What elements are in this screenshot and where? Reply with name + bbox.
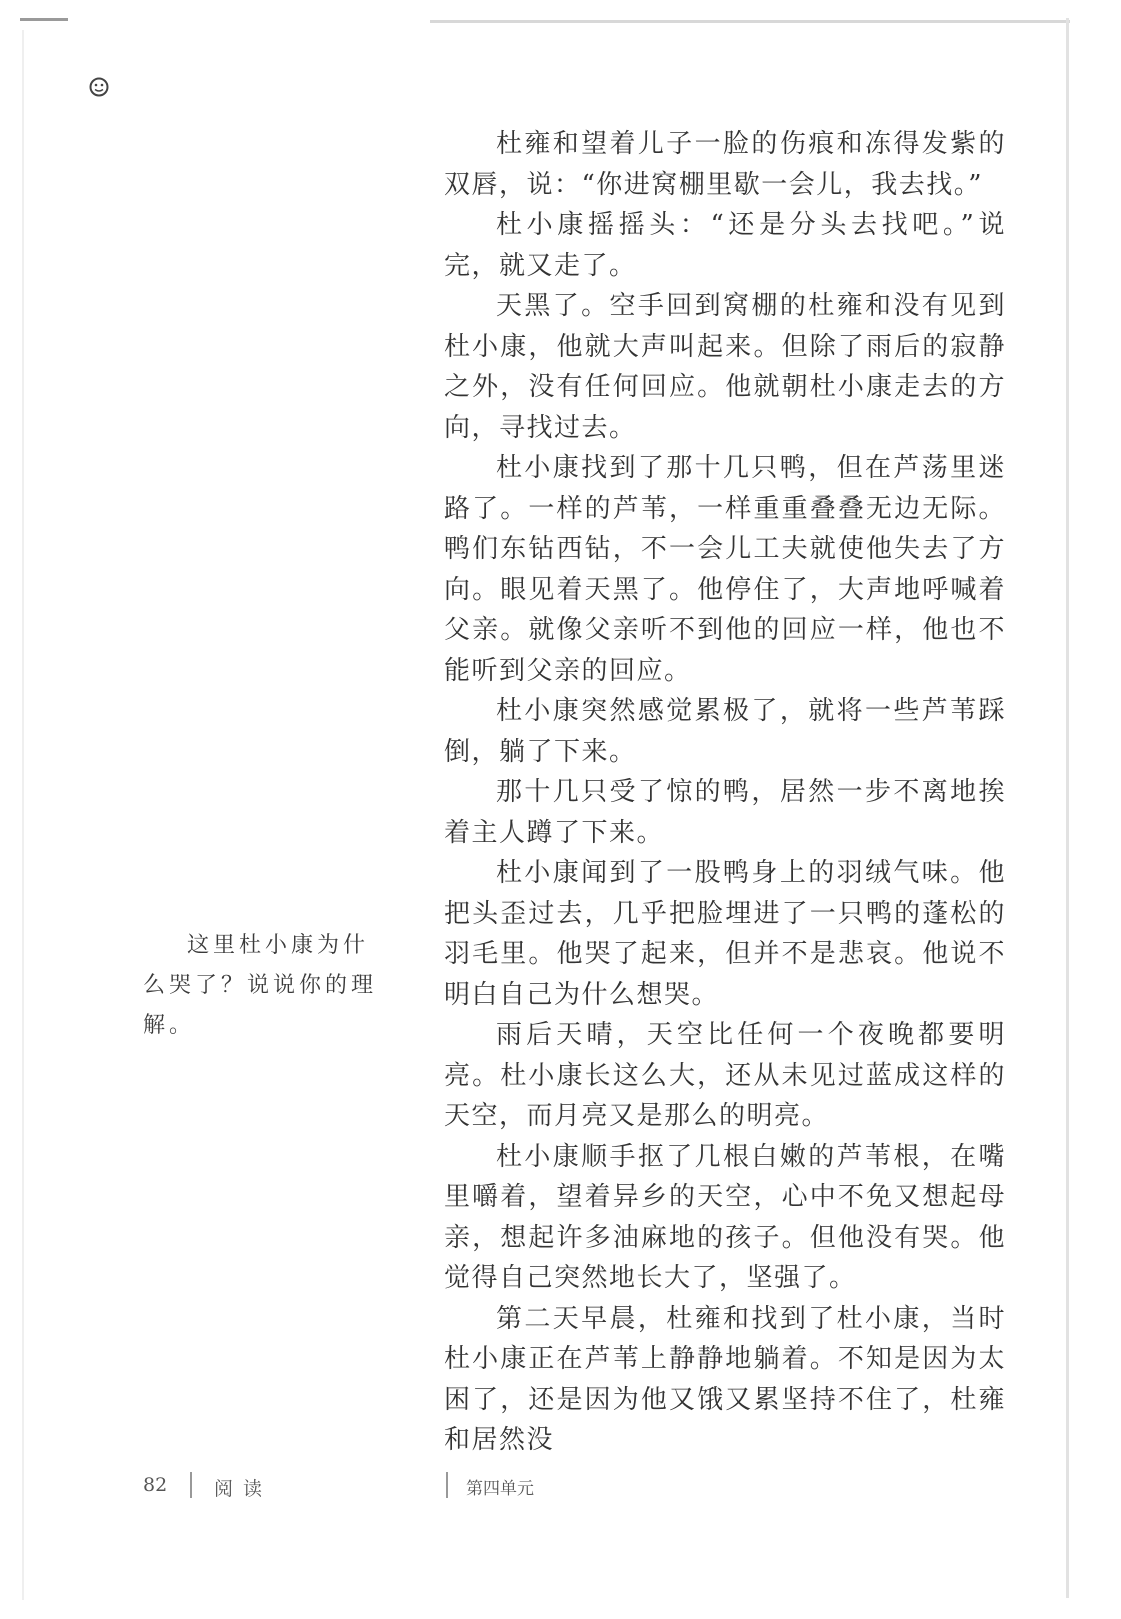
smiley-face-icon — [88, 76, 110, 98]
unit-name: 第四单元 — [466, 1479, 534, 1499]
margin-annotation: 这里杜小康为什么哭了？说说你的理解。 — [143, 933, 378, 1038]
paragraph: 杜小康顺手抠了几根白嫩的芦苇根，在嘴里嚼着，望着异乡的天空，心中不免又想起母亲，想起许多油麻地的孩子。但他没有哭。他觉得自己突然地长大了，坚强了。 — [444, 1141, 1006, 1293]
page-number: 82 — [143, 1474, 168, 1496]
footer-divider — [446, 1472, 448, 1498]
footer-divider — [190, 1472, 192, 1498]
paragraph: 杜小康闻到了一股鸭身上的羽绒气味。他把头歪过去，几乎把脸埋进了一只鸭的蓬松的羽毛里。他哭了起来，但并不是悲哀。他说不明白自己为什么想哭。 — [444, 858, 1006, 1010]
page-footer — [0, 1470, 1121, 1510]
page-edge-right — [1066, 18, 1069, 1598]
story-body — [444, 124, 1006, 1461]
paragraph: 雨后天晴，天空比任何一个夜晚都要明亮。杜小康长这么大，还从未见过蓝成这样的天空，而月亮又是那么的明亮。 — [444, 1020, 1006, 1131]
page-edge-left — [22, 30, 24, 1600]
paragraph: 杜小康找到了那十几只鸭，但在芦荡里迷路了。一样的芦苇，一样重重叠叠无边无际。鸭们东钻西钻，不一会儿工夫就使他失去了方向。眼见着天黑了。他停住了，大声地呼喊着父亲。就像父亲听不到他的回应一样，他也不能听到父亲的回应。 — [444, 453, 1006, 686]
top-rule-right — [430, 20, 1070, 23]
paragraph: 杜小康突然感觉累极了，就将一些芦苇踩倒，躺了下来。 — [444, 696, 1006, 767]
paragraph: 杜小康摇摇头：“还是分头去找吧。”说完，就又走了。 — [444, 210, 1006, 281]
top-rule-left — [20, 18, 68, 21]
paragraph: 杜雍和望着儿子一脸的伤痕和冻得发紫的双唇，说：“你进窝棚里歇一会儿，我去找。” — [444, 129, 1006, 200]
paragraph: 第二天早晨，杜雍和找到了杜小康，当时杜小康正在芦苇上静静地躺着。不知是因为太困了，还是因为他又饿又累坚持不住了，杜雍和居然没 — [444, 1303, 1006, 1455]
section-name: 阅读 — [214, 1478, 273, 1500]
paragraph: 那十几只受了惊的鸭，居然一步不离地挨着主人蹲了下来。 — [444, 777, 1006, 848]
paragraph: 天黑了。空手回到窝棚的杜雍和没有见到杜小康，他就大声叫起来。但除了雨后的寂静之外，没有任何回应。他就朝杜小康走去的方向，寻找过去。 — [444, 291, 1006, 443]
